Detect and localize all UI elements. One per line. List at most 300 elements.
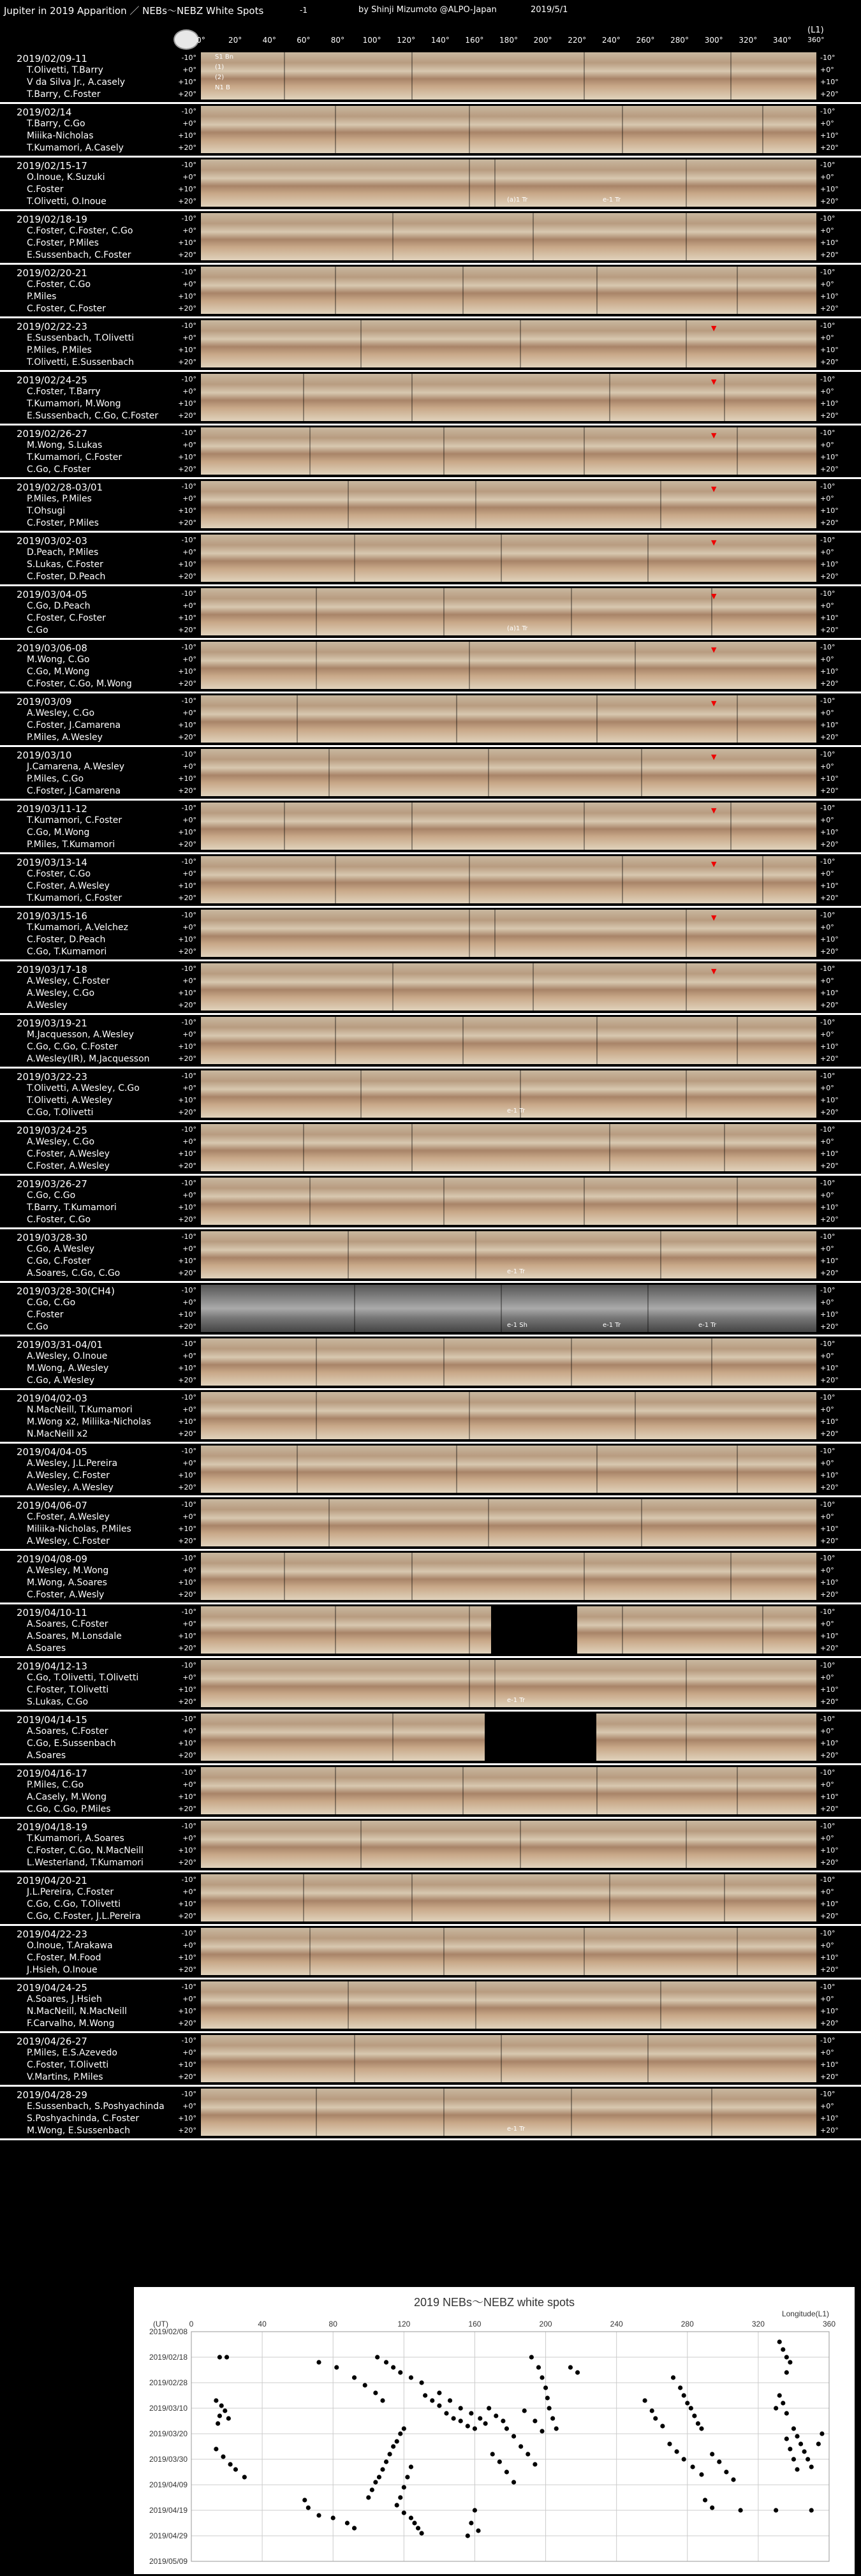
observation-panel xyxy=(0,1444,861,1497)
image-seam xyxy=(411,1874,413,1921)
image-seam xyxy=(737,1017,738,1064)
observer-line: T.Kumamori, A.Soares xyxy=(27,1833,124,1844)
red-marker-icon: ▼ xyxy=(711,485,717,493)
latitude-label: +10° xyxy=(178,614,196,622)
latitude-label: +20° xyxy=(178,251,196,259)
latitude-label: -10° xyxy=(820,1393,835,1402)
data-point xyxy=(660,2424,665,2428)
jupiter-map-strip xyxy=(201,1392,816,1439)
panel-date: 2019/03/24-25 xyxy=(17,1125,87,1136)
observer-line: V.Martins, P.Miles xyxy=(27,2072,103,2082)
image-seam xyxy=(762,856,763,903)
image-seam xyxy=(584,803,585,850)
latitude-label: -10° xyxy=(181,1340,196,1348)
data-point xyxy=(448,2398,452,2402)
latitude-label: +0° xyxy=(820,870,834,878)
x-tick-label: 280 xyxy=(681,2320,694,2328)
image-seam xyxy=(635,642,636,689)
panel-date: 2019/04/06-07 xyxy=(17,1500,87,1511)
latitude-label: +10° xyxy=(178,292,196,300)
data-point xyxy=(504,2426,509,2431)
longitude-tick-label: 280° xyxy=(670,36,689,45)
observer-line: C.Go, C.Foster xyxy=(27,1256,91,1266)
data-point xyxy=(692,2413,696,2418)
data-point xyxy=(710,2505,714,2510)
observer-line: V da Silva Jr., A.casely xyxy=(27,77,126,87)
latitude-label: +20° xyxy=(178,894,196,902)
observer-line: C.Foster, T.Olivetti xyxy=(27,1685,109,1695)
latitude-label: +0° xyxy=(820,1780,834,1789)
image-seam xyxy=(660,481,661,528)
image-seam xyxy=(348,1981,349,2029)
latitude-label: +0° xyxy=(820,1245,834,1253)
latitude-label: -10° xyxy=(820,2036,835,2045)
panel-date: 2019/02/28-03/01 xyxy=(17,482,103,493)
latitude-label: -10° xyxy=(820,1661,835,1669)
latitude-label: +0° xyxy=(182,441,196,449)
longitude-tick-label: 340° xyxy=(772,36,791,45)
latitude-label: -10° xyxy=(181,1768,196,1777)
jupiter-map-strip xyxy=(201,267,816,314)
observer-line: A.Soares, C.Foster xyxy=(27,1726,108,1736)
image-seam xyxy=(571,1338,572,1386)
latitude-label: -10° xyxy=(820,804,835,812)
image-seam xyxy=(520,1821,521,1868)
data-point xyxy=(490,2452,495,2456)
image-seam xyxy=(335,1606,336,1654)
latitude-label: +10° xyxy=(820,721,839,729)
image-seam xyxy=(686,320,687,367)
image-seam xyxy=(737,1178,738,1225)
observation-panel xyxy=(0,801,861,854)
latitude-label: -10° xyxy=(181,268,196,276)
image-seam xyxy=(533,213,534,260)
latitude-label: -10° xyxy=(181,1286,196,1294)
observer-line: A.Wesley, J.L.Pereira xyxy=(27,1458,118,1469)
panel-date: 2019/03/04-05 xyxy=(17,589,87,600)
jupiter-map-strip xyxy=(201,1767,816,1814)
data-point xyxy=(724,2469,728,2474)
observation-panel xyxy=(0,51,861,104)
observer-line: C.Go, T.Olivetti, T.Olivetti xyxy=(27,1673,139,1683)
image-seam xyxy=(316,642,317,689)
panel-date: 2019/02/26-27 xyxy=(17,428,87,440)
image-seam xyxy=(469,159,470,207)
image-seam xyxy=(392,963,394,1010)
data-point xyxy=(452,2416,456,2420)
plot-frame xyxy=(191,2332,829,2561)
observer-line: C.Foster, C.Foster, C.Go xyxy=(27,226,133,236)
latitude-label: +20° xyxy=(820,1912,839,1920)
data-point xyxy=(409,2515,413,2520)
data-point xyxy=(384,2360,388,2364)
image-seam xyxy=(443,2089,445,2136)
data-point xyxy=(388,2452,392,2456)
observer-line: C.Foster, A.Wesley xyxy=(27,1161,110,1171)
latitude-label: +10° xyxy=(178,78,196,86)
observer-line: A.Wesley, O.Inoue xyxy=(27,1351,108,1361)
observer-line: P.Miles, C.Go xyxy=(27,774,84,784)
observer-line: P.Miles, T.Kumamori xyxy=(27,840,115,850)
latitude-label: +20° xyxy=(178,733,196,741)
x-axis-label: Longitude(L1) xyxy=(781,2309,829,2318)
observer-line: A.Soares, C.Foster xyxy=(27,1619,108,1629)
image-seam xyxy=(284,803,285,850)
data-point xyxy=(791,2426,796,2431)
latitude-label: +0° xyxy=(182,1030,196,1039)
data-point xyxy=(334,2365,339,2369)
panel-date: 2019/04/10-11 xyxy=(17,1607,87,1618)
image-seam xyxy=(520,320,521,367)
data-point xyxy=(494,2413,498,2418)
observation-panel xyxy=(0,1712,861,1765)
latitude-label: +10° xyxy=(820,882,839,890)
data-point xyxy=(643,2398,647,2402)
data-point xyxy=(459,2406,463,2410)
observer-line: C.Foster xyxy=(27,1310,64,1320)
red-marker-icon: ▼ xyxy=(711,860,717,868)
data-point xyxy=(774,2508,778,2512)
x-tick-label: 320 xyxy=(751,2320,765,2328)
observer-line: P.Miles, E.S.Azevedo xyxy=(27,2048,117,2058)
latitude-label: -10° xyxy=(820,214,835,223)
latitude-label: +10° xyxy=(820,453,839,461)
image-seam xyxy=(686,1714,687,1761)
longitude-tick-label: 260° xyxy=(636,36,655,45)
latitude-label: -10° xyxy=(820,1018,835,1026)
latitude-label: -10° xyxy=(820,1929,835,1937)
feature-label: e-1 Tr xyxy=(603,196,621,204)
latitude-label: -10° xyxy=(820,750,835,759)
red-marker-icon: ▼ xyxy=(711,646,717,654)
observer-line: P.Miles, P.Miles xyxy=(27,494,92,504)
data-point xyxy=(469,2411,473,2415)
data-point xyxy=(444,2411,448,2415)
data-point xyxy=(384,2459,388,2464)
data-point xyxy=(466,2533,470,2538)
observer-line: N.MacNeill, T.Kumamori xyxy=(27,1405,133,1415)
image-seam xyxy=(475,1981,476,2029)
latitude-label: +20° xyxy=(820,1269,839,1277)
image-seam xyxy=(392,213,394,260)
latitude-label: -10° xyxy=(181,1072,196,1080)
latitude-label: +10° xyxy=(820,346,839,354)
y-tick-label: 2019/04/09 xyxy=(149,2480,188,2489)
data-point xyxy=(398,2370,402,2374)
latitude-label: +10° xyxy=(820,2114,839,2122)
observer-line: A.Wesley xyxy=(27,1000,68,1010)
latitude-label: -10° xyxy=(181,589,196,598)
image-seam xyxy=(469,1392,470,1439)
latitude-label: -10° xyxy=(181,161,196,169)
red-marker-icon: ▼ xyxy=(711,431,717,440)
latitude-label: +10° xyxy=(820,1739,839,1747)
latitude-label: +0° xyxy=(182,494,196,503)
image-seam xyxy=(411,1124,413,1171)
latitude-label: -10° xyxy=(181,107,196,115)
panel-date: 2019/03/19-21 xyxy=(17,1018,87,1029)
latitude-label: +20° xyxy=(820,1322,839,1331)
latitude-label: +20° xyxy=(820,519,839,527)
latitude-label: +10° xyxy=(178,185,196,193)
image-seam xyxy=(737,427,738,475)
latitude-label: +10° xyxy=(820,131,839,140)
y-tick-label: 2019/03/20 xyxy=(149,2429,188,2438)
latitude-label: +0° xyxy=(182,1405,196,1414)
data-point xyxy=(370,2487,374,2492)
data-point xyxy=(306,2505,311,2510)
chart-title: 2019 NEBs～NEBZ white spots xyxy=(413,2296,575,2309)
image-seam xyxy=(411,1553,413,1600)
image-seam xyxy=(494,159,496,207)
image-seam xyxy=(737,1767,738,1814)
observer-line: N.MacNeill, N.MacNeill xyxy=(27,2006,127,2017)
observer-line: C.Foster, P.Miles xyxy=(27,238,99,248)
data-point xyxy=(402,2426,406,2431)
panel-date: 2019/03/13-14 xyxy=(17,857,87,868)
jupiter-map-strip xyxy=(201,1446,816,1493)
data-point xyxy=(788,2446,792,2451)
observation-panel xyxy=(0,319,861,372)
observer-line: C.Go, C.Go, P.Miles xyxy=(27,1804,111,1814)
observation-panel xyxy=(0,1766,861,1819)
observer-line: M.Wong, E.Sussenbach xyxy=(27,2126,130,2136)
latitude-label: +10° xyxy=(178,882,196,890)
panel-date: 2019/04/20-21 xyxy=(17,1875,87,1886)
data-point xyxy=(377,2475,381,2479)
latitude-label: +20° xyxy=(178,1965,196,1974)
jupiter-map-strip xyxy=(201,1821,816,1868)
latitude-label: +10° xyxy=(178,1096,196,1104)
image-seam xyxy=(609,1124,610,1171)
data-point xyxy=(302,2498,307,2502)
image-seam xyxy=(730,1553,732,1600)
header-date: 2019/5/1 xyxy=(531,5,568,15)
latitude-label: +20° xyxy=(178,1430,196,1438)
observation-panel xyxy=(0,1980,861,2033)
latitude-label: +10° xyxy=(820,935,839,944)
data-point xyxy=(233,2467,238,2471)
data-point xyxy=(242,2475,247,2479)
observer-line: S.Lukas, C.Go xyxy=(27,1697,89,1707)
image-seam xyxy=(501,2035,502,2082)
panel-date: 2019/04/08-09 xyxy=(17,1553,87,1565)
image-seam xyxy=(354,1285,355,1332)
red-marker-icon: ▼ xyxy=(711,592,717,600)
data-point xyxy=(219,2403,224,2408)
longitude-tick-label: 120° xyxy=(397,36,416,45)
feature-label: (2) xyxy=(215,74,224,81)
image-seam xyxy=(469,856,470,903)
panel-date: 2019/02/18-19 xyxy=(17,214,87,225)
observer-line: T.Kumamori, A.Velchez xyxy=(27,922,128,933)
image-seam xyxy=(360,320,362,367)
observer-line: A.Wesley, C.Go xyxy=(27,1137,95,1147)
jupiter-map-strip xyxy=(201,1928,816,1975)
latitude-label: +10° xyxy=(820,1900,839,1908)
data-point xyxy=(696,2421,700,2425)
latitude-label: +10° xyxy=(178,2114,196,2122)
data-point xyxy=(380,2398,385,2402)
data-point xyxy=(420,2380,424,2385)
observer-line: J.Hsieh, O.Inoue xyxy=(27,1965,98,1975)
latitude-label: +0° xyxy=(820,762,834,771)
latitude-label: +0° xyxy=(182,1780,196,1789)
observer-line: L.Westerland, T.Kumamori xyxy=(27,1858,144,1868)
latitude-label: -10° xyxy=(820,1822,835,1830)
data-point xyxy=(363,2383,367,2387)
latitude-label: +10° xyxy=(820,239,839,247)
observation-panel xyxy=(0,1873,861,1926)
data-point xyxy=(816,2441,821,2446)
latitude-label: -10° xyxy=(820,1500,835,1509)
data-point xyxy=(678,2385,682,2390)
latitude-label: +20° xyxy=(820,947,839,956)
chart-svg xyxy=(134,2287,855,2574)
latitude-label: +0° xyxy=(820,1352,834,1360)
image-seam xyxy=(501,535,502,582)
image-seam xyxy=(622,856,623,903)
data-point xyxy=(224,2355,229,2359)
latitude-label: +20° xyxy=(178,304,196,313)
x-tick-label: 160 xyxy=(468,2320,482,2328)
red-marker-icon: ▼ xyxy=(711,538,717,547)
observer-line: C.Foster, C.Go xyxy=(27,869,91,879)
jupiter-map-strip xyxy=(201,588,816,635)
image-seam xyxy=(297,1446,298,1493)
latitude-label: +10° xyxy=(178,1042,196,1051)
latitude-label: +0° xyxy=(820,226,834,235)
observer-line: C.Go, C.Foster, J.L.Pereira xyxy=(27,1911,141,1921)
observer-line: T.Kumamori, C.Foster xyxy=(27,815,122,825)
observer-line: J.L.Pereira, C.Foster xyxy=(27,1887,114,1897)
observer-line: T.Kumamori, M.Wong xyxy=(27,399,121,409)
latitude-label: +0° xyxy=(820,1995,834,2003)
observation-panel xyxy=(0,908,861,961)
feature-label: e-1 Tr xyxy=(507,2126,526,2133)
latitude-label: +0° xyxy=(182,1620,196,1628)
latitude-label: -10° xyxy=(820,1715,835,1723)
latitude-label: +0° xyxy=(182,66,196,74)
jupiter-map-strip xyxy=(201,2089,816,2136)
latitude-label: -10° xyxy=(181,1447,196,1455)
observer-line: E.Sussenbach, C.Foster xyxy=(27,250,131,260)
y-tick-label: 2019/03/30 xyxy=(149,2455,188,2464)
latitude-label: +20° xyxy=(820,1590,839,1599)
latitude-label: +0° xyxy=(182,387,196,396)
author: by Shinji Mizumoto @ALPO-Japan xyxy=(358,5,497,15)
observer-line: C.Foster, A.Wesly xyxy=(27,1590,105,1600)
observer-line: C.Go, C.Go, T.Olivetti xyxy=(27,1899,121,1909)
observation-panel xyxy=(0,962,861,1015)
latitude-label: +20° xyxy=(820,787,839,795)
jupiter-map-strip xyxy=(201,749,816,796)
panel-date: 2019/03/02-03 xyxy=(17,535,87,547)
observer-line: A.Soares, C.Go, C.Go xyxy=(27,1268,121,1278)
image-seam xyxy=(686,1070,687,1118)
latitude-label: +20° xyxy=(178,1322,196,1331)
data-point xyxy=(405,2475,409,2479)
latitude-label: -10° xyxy=(181,804,196,812)
data-point xyxy=(717,2459,721,2464)
latitude-label: +0° xyxy=(820,977,834,985)
x-tick-label: 120 xyxy=(397,2320,411,2328)
jupiter-map-strip xyxy=(201,1606,816,1654)
x-tick-label: 360 xyxy=(822,2320,836,2328)
data-point xyxy=(345,2520,350,2525)
latitude-label: -10° xyxy=(820,589,835,598)
latitude-label: +0° xyxy=(820,1084,834,1092)
x-tick-label: 0 xyxy=(189,2320,194,2328)
latitude-label: +20° xyxy=(178,1805,196,1813)
latitude-label: -10° xyxy=(820,911,835,919)
image-seam xyxy=(660,1981,661,2029)
data-point xyxy=(536,2365,541,2369)
latitude-label: +0° xyxy=(820,2102,834,2110)
latitude-label: +0° xyxy=(182,1727,196,1735)
latitude-label: +0° xyxy=(182,1888,196,1896)
latitude-label: +10° xyxy=(820,667,839,676)
observer-line: A.Soares, M.Lonsdale xyxy=(27,1631,122,1641)
latitude-label: +0° xyxy=(820,1513,834,1521)
latitude-label: -10° xyxy=(820,1286,835,1294)
latitude-label: +10° xyxy=(178,2061,196,2069)
jupiter-map-strip xyxy=(201,320,816,367)
data-point xyxy=(784,2436,789,2441)
latitude-label: +20° xyxy=(178,1162,196,1170)
latitude-label: +0° xyxy=(182,1352,196,1360)
image-seam xyxy=(641,749,642,796)
latitude-label: -10° xyxy=(820,1768,835,1777)
observer-line: C.Go, C.Go, C.Foster xyxy=(27,1042,118,1052)
image-seam xyxy=(443,427,445,475)
image-seam xyxy=(609,1874,610,1921)
jupiter-map-strip xyxy=(201,1553,816,1600)
observer-line: A.Wesley, C.Go xyxy=(27,708,95,718)
observer-line: E.Sussenbach, S.Poshyachinda xyxy=(27,2101,165,2112)
panel-date: 2019/03/10 xyxy=(17,750,72,761)
latitude-label: +10° xyxy=(178,1525,196,1533)
latitude-label: +20° xyxy=(820,1376,839,1384)
latitude-label: +20° xyxy=(178,1537,196,1545)
data-point xyxy=(380,2467,385,2471)
image-seam xyxy=(609,374,610,421)
latitude-label: +10° xyxy=(178,1900,196,1908)
observer-line: C.Foster, M.Food xyxy=(27,1953,101,1963)
observer-line: P.Miles, P.Miles xyxy=(27,345,92,355)
latitude-label: +20° xyxy=(820,572,839,581)
image-seam xyxy=(456,1446,457,1493)
panel-date: 2019/04/12-13 xyxy=(17,1661,87,1672)
observer-line: C.Go, A.Wesley xyxy=(27,1244,95,1254)
data-point xyxy=(802,2449,807,2454)
latitude-label: +0° xyxy=(820,602,834,610)
latitude-label: +20° xyxy=(820,411,839,420)
latitude-label: +10° xyxy=(820,1471,839,1479)
jupiter-map-strip xyxy=(201,856,816,903)
data-point xyxy=(497,2459,502,2464)
observer-line: M.Wong, S.Lukas xyxy=(27,440,103,450)
data-point xyxy=(437,2390,441,2395)
data-point xyxy=(459,2418,463,2423)
latitude-label: +10° xyxy=(820,1042,839,1051)
latitude-label: +0° xyxy=(820,66,834,74)
longitude-tick-label: 240° xyxy=(601,36,621,45)
panel-date: 2019/02/20-21 xyxy=(17,267,87,279)
observer-line: C.Foster, A.Wesley xyxy=(27,1512,110,1522)
latitude-label: +20° xyxy=(178,679,196,688)
latitude-label: +10° xyxy=(178,828,196,836)
